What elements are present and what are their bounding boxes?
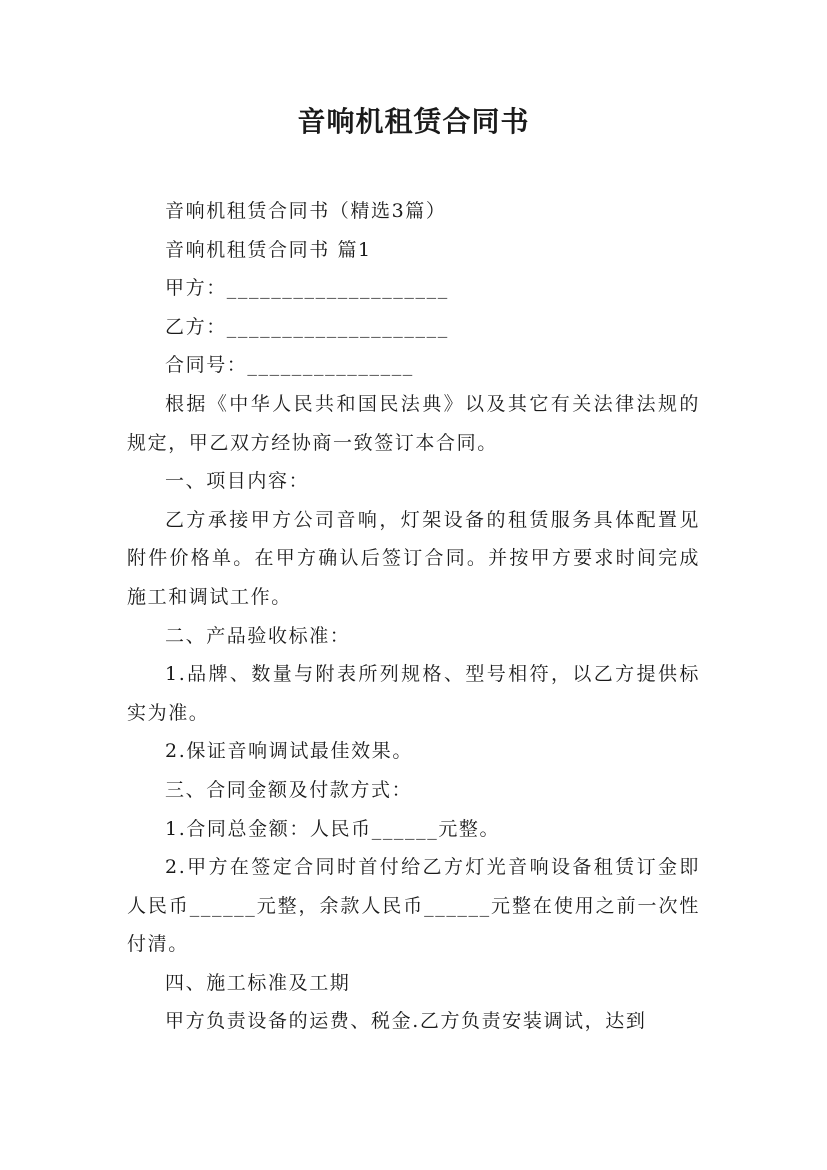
paragraph-party-b: 乙方：____________________ xyxy=(165,315,449,338)
paragraph-heading-1: 一、项目内容： xyxy=(165,470,310,493)
paragraph-party-a: 甲方：____________________ xyxy=(165,277,449,300)
document-body xyxy=(127,192,700,1041)
paragraph-heading-3: 三、合同金额及付款方式： xyxy=(165,778,413,801)
document-title: 音响机租赁合同书 xyxy=(297,105,530,138)
paragraph-contract-number: 合同号：_______________ xyxy=(165,354,414,377)
paragraph-preamble: 根据《中华人民共和国民法典》以及其它有关法律法规的规定，甲乙双方经协商一致签订本合同。 xyxy=(127,392,700,454)
paragraph-project-content: 乙方承接甲方公司音响，灯架设备的租赁服务具体配置见附件价格单。在甲方确认后签订合同。并按甲方要求时间完成施工和调试工作。 xyxy=(127,508,700,608)
paragraph-subtitle: 音响机租赁合同书（精选3篇） xyxy=(165,200,447,222)
paragraph-payment-2: 2.甲方在签定合同时首付给乙方灯光音响设备租赁订金即人民币______元整，余款人民币______元整在使用之前一次性付清。 xyxy=(127,856,700,956)
paragraph-payment-1: 1.合同总金额：人民币______元整。 xyxy=(165,817,501,840)
paragraph-acceptance-2: 2.保证音响调试最佳效果。 xyxy=(165,740,413,763)
paragraph-acceptance-1: 1.品牌、数量与附表所列规格、型号相符，以乙方提供标实为准。 xyxy=(127,663,700,724)
paragraph-heading-4: 四、施工标准及工期 xyxy=(165,971,351,994)
paragraph-heading-2: 二、产品验收标准： xyxy=(165,624,351,647)
paragraph-section-heading: 音响机租赁合同书 篇1 xyxy=(165,238,372,261)
paragraph-construction: 甲方负责设备的运费、税金.乙方负责安装调试，达到 xyxy=(165,1010,647,1033)
